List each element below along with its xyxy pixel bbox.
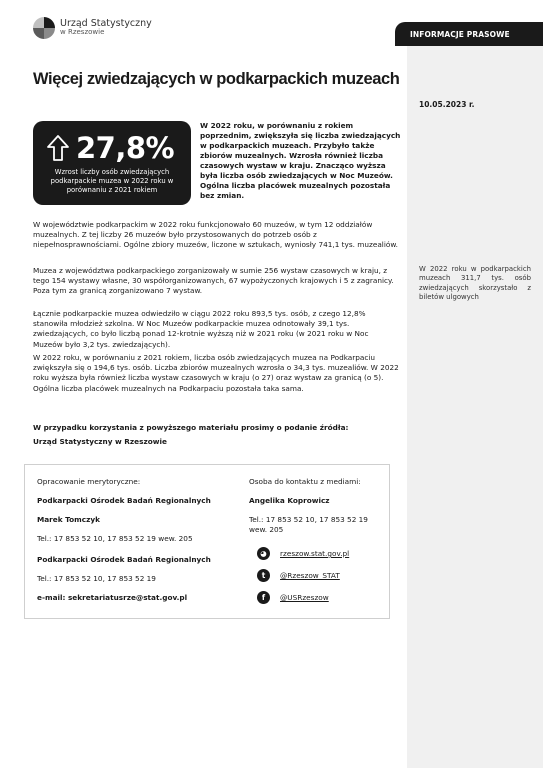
highlight-caption: Wzrost liczby osób zwiedzających podkarpackie muzea w 2022 roku w porównaniu z 2021 rokiem: [50, 168, 174, 195]
body-paragraph: W 2022 roku, w porównaniu z 2021 rokiem, liczba osób zwiedzających muzea na Podkarpaciu zwiększyła się o 194,6 tys. osób. Liczba zbiorów muzealnych wzrosła o 34,3 tys. muzealiów. W 2022 roku wyższa była również liczba wystaw czasowych w kraju (o 27) oraz wystaw za granicą (o 5). Ogólna liczba placówek muzealnych na Podkarpaciu pozostała taka sama.: [33, 353, 399, 393]
social-link-website[interactable]: [257, 547, 349, 560]
logo-icon: [33, 17, 55, 39]
sidebar-panel: [407, 46, 543, 768]
source-request: W przypadku korzystania z powyższego materiału prosimy o podanie źródła:: [33, 423, 349, 432]
contact-email[interactable]: e-mail: sekretariatusrze@stat.gov.pl: [37, 593, 188, 603]
social-link-facebook[interactable]: [257, 591, 349, 604]
arrow-up-icon: [46, 134, 70, 162]
facebook-link[interactable]: @USRzeszow: [280, 593, 329, 602]
social-link-twitter[interactable]: [257, 569, 349, 582]
body-paragraph: W województwie podkarpackim w 2022 roku funkcjonowało 60 muzeów, w tym 12 oddziałów muzealnych. Z tej liczby 26 muzeów było przystosowanych do potrzeb osób z niepełnosprawnościami. Ogólne zbiory muzeów, liczone w sztukach, wyniosły 741,1 tys. muzealiów.: [33, 220, 398, 250]
publication-date: 10.05.2023 r.: [419, 100, 475, 109]
contact-org-2: Podkarpacki Ośrodek Badań Regionalnych: [37, 555, 211, 565]
body-paragraph: Muzea z województwa podkarpackiego zorganizowały w sumie 256 wystaw czasowych w kraju, z tego 154 wystawy własne, 30 współorganizowanych, 67 wypożyczonych krajowych i 5 z zagranicy. Poza tym za granicą zorganizowano 7 wystaw.: [33, 266, 394, 296]
highlight-value: 27,8%: [76, 131, 175, 165]
highlight-box: [33, 121, 191, 205]
press-label: INFORMACJE PRASOWE: [395, 22, 543, 46]
social-links: [257, 547, 349, 613]
twitter-icon: t: [257, 569, 270, 582]
globe-icon: ◕: [257, 547, 270, 560]
contact-person: Marek Tomczyk: [37, 514, 100, 524]
institution-name: Urząd Statystyczny: [60, 17, 152, 29]
media-contact-phone: Tel.: 17 853 52 10, 17 853 52 19 wew. 205: [249, 514, 368, 534]
contact-heading: Opracowanie merytoryczne:: [37, 477, 141, 486]
facebook-icon: f: [257, 591, 270, 604]
institution-location: w Rzeszowie: [60, 28, 105, 37]
contact-org: Podkarpacki Ośrodek Badań Regionalnych: [37, 495, 211, 505]
body-paragraph: Łącznie podkarpackie muzea odwiedziło w ciągu 2022 roku 893,5 tys. osób, z czego 12,8% stanowiła młodzież szkolna. W Noc Muzeów podkarpackie muzea odnotowały 39,1 tys. zwiedzających, co było liczbą ponad 12-krotnie wyższą niż w 2021 roku (w 2021 roku w Noc Muzeów było 3,2 tys. zwiedzających).: [33, 309, 369, 349]
page-title: Więcej zwiedzających w podkarpackich muzeach: [33, 70, 400, 88]
source-name: Urząd Statystyczny w Rzeszowie: [33, 437, 167, 446]
contact-phone: Tel.: 17 853 52 10, 17 853 52 19 wew. 205: [37, 533, 193, 543]
media-contact-person: Angelika Koprowicz: [249, 495, 330, 505]
twitter-link[interactable]: @Rzeszow_STAT: [280, 571, 340, 580]
institution-logo: [33, 17, 152, 39]
lead-paragraph: W 2022 roku, w porównaniu z rokiem poprzednim, zwiększyła się liczba zwiedzających w podkarpackich muzeach. Przybyło także zbiorów muzealnych. Wzrosła również liczba czasowych wystaw w kraju. Znacząco wyższa była liczba osób zwiedzających w Noc Muzeów. Ogólna liczba placówek muzealnych pozostała bez zmian.: [200, 121, 401, 201]
side-note: W 2022 roku w podkarpackich muzeach 311,7 tys. osób zwiedzających skorzystało z biletów ulgowych: [419, 265, 531, 301]
contact-phone-2: Tel.: 17 853 52 10, 17 853 52 19: [37, 574, 156, 584]
media-contact-heading: Osoba do kontaktu z mediami:: [249, 477, 361, 486]
website-link[interactable]: rzeszow.stat.gov.pl: [280, 549, 350, 558]
